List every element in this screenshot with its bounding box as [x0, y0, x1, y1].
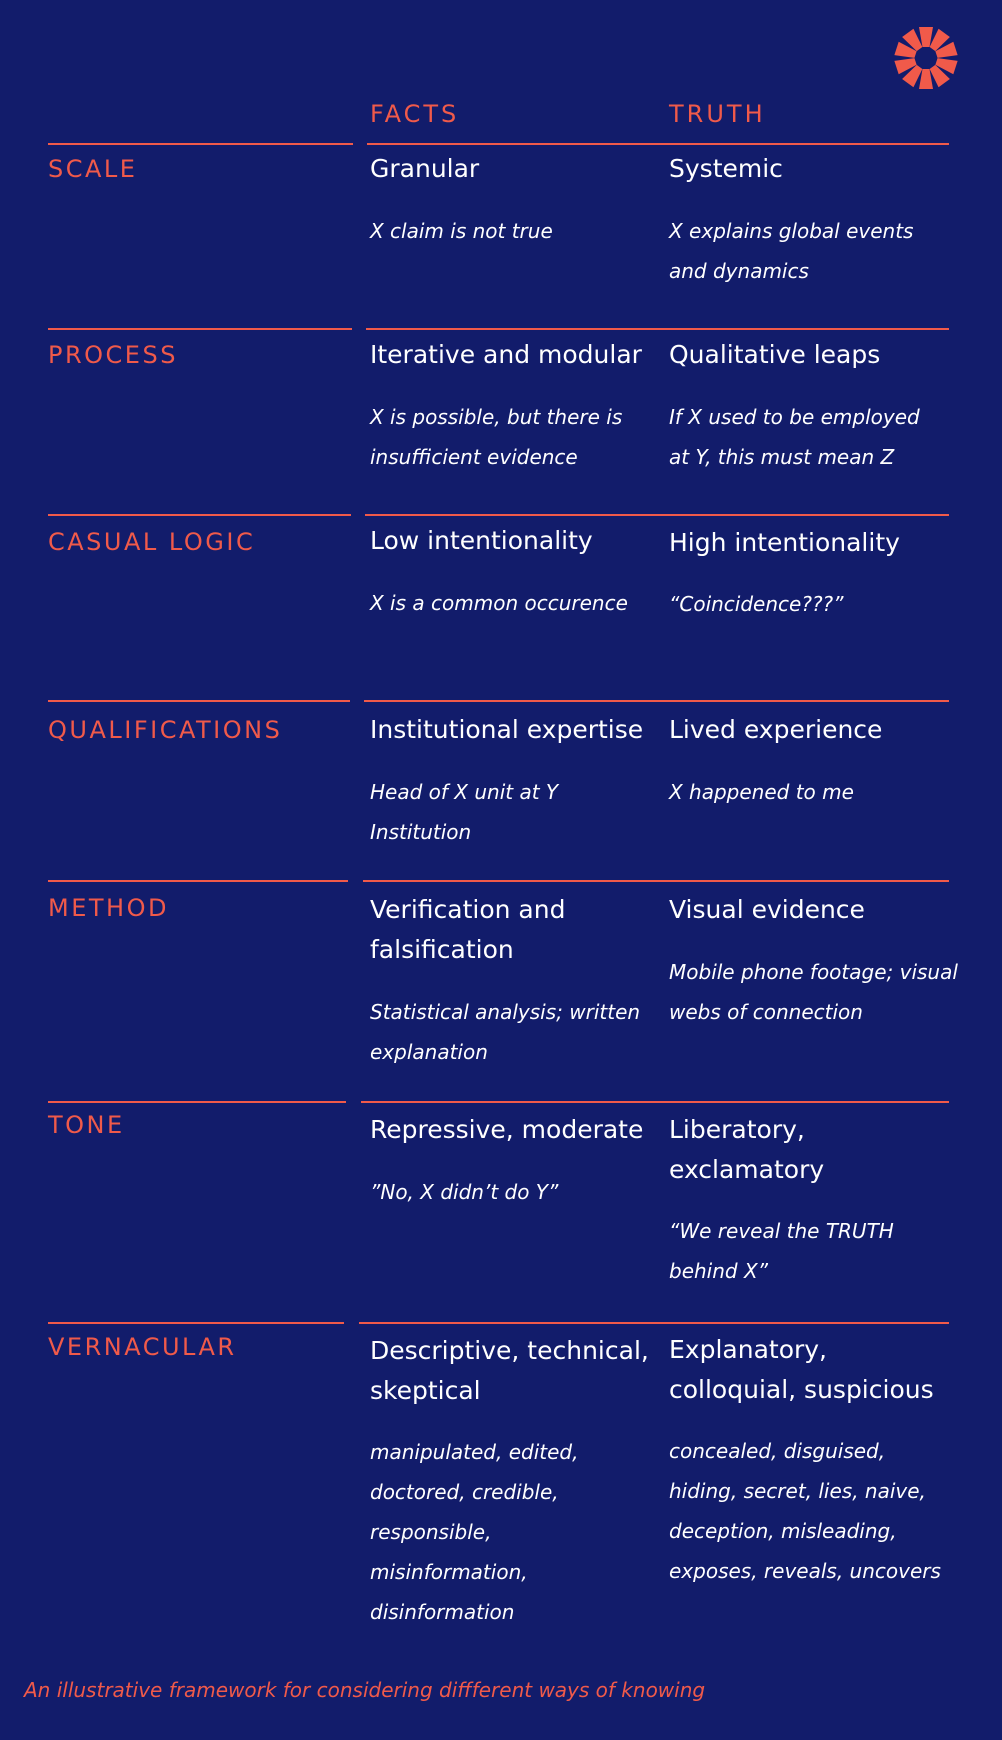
facts-title: Low intentionality — [370, 526, 593, 555]
facts-title: Descriptive, technical, skeptical — [370, 1336, 649, 1405]
facts-title: Verification and falsification — [370, 895, 566, 964]
facts-column-header: FACTS — [370, 100, 460, 128]
truth-example: concealed, disguised, hiding, secret, lies, naive, deception, misleading, exposes, reveals, uncovers — [669, 1439, 941, 1583]
row-label: METHOD — [48, 894, 169, 922]
row-divider — [367, 143, 949, 145]
row-divider — [48, 143, 353, 145]
truth-example: X happened to me — [669, 780, 854, 804]
truth-title: Systemic — [669, 154, 783, 183]
row-divider — [48, 1101, 346, 1103]
row-divider — [48, 880, 348, 882]
row-divider — [361, 1101, 949, 1103]
facts-example: X is possible, but there is insufficient evidence — [370, 405, 623, 469]
row-divider — [48, 328, 352, 330]
facts-title: Repressive, moderate — [370, 1115, 644, 1144]
row-divider — [364, 700, 949, 702]
facts-example: Head of X unit at Y Institution — [370, 780, 559, 844]
truth-title: Visual evidence — [669, 895, 865, 924]
row-label: SCALE — [48, 155, 138, 183]
truth-title: Liberatory, exclamatory — [669, 1115, 825, 1184]
truth-example: “Coincidence???” — [669, 592, 844, 616]
facts-example: X claim is not true — [370, 219, 553, 243]
facts-example: ”No, X didn’t do Y” — [370, 1180, 559, 1204]
row-label: VERNACULAR — [48, 1333, 237, 1361]
truth-example: “We reveal the TRUTH behind X” — [669, 1219, 894, 1283]
truth-column-header: TRUTH — [669, 100, 766, 128]
row-label: PROCESS — [48, 341, 178, 369]
row-divider — [48, 700, 350, 702]
truth-example: If X used to be employed at Y, this must mean Z — [669, 405, 920, 469]
truth-title: Lived experience — [669, 715, 883, 744]
facts-example: manipulated, edited, doctored, credible, responsible, misinformation, disinformation — [370, 1440, 579, 1624]
row-divider — [48, 1322, 344, 1324]
truth-example: Mobile phone footage; visual webs of connection — [669, 960, 958, 1024]
row-divider — [365, 514, 949, 516]
starburst-logo-icon — [893, 25, 959, 91]
row-label: TONE — [48, 1111, 125, 1139]
row-divider — [363, 880, 949, 882]
facts-example: Statistical analysis; written explanation — [370, 1000, 641, 1064]
truth-title: Explanatory, colloquial, suspicious — [669, 1335, 934, 1404]
row-divider — [48, 514, 351, 516]
facts-title: Iterative and modular — [370, 340, 642, 369]
facts-title: Institutional expertise — [370, 715, 644, 744]
caption: An illustrative framework for considering diffferent ways of knowing — [24, 1678, 706, 1702]
truth-example: X explains global events and dynamics — [669, 219, 914, 283]
row-label: QUALIFICATIONS — [48, 716, 283, 744]
truth-title: High intentionality — [669, 528, 900, 557]
row-divider — [366, 328, 949, 330]
facts-example: X is a common occurence — [370, 591, 628, 615]
truth-title: Qualitative leaps — [669, 340, 881, 369]
row-divider — [359, 1322, 949, 1324]
row-label: CASUAL LOGIC — [48, 528, 256, 556]
facts-title: Granular — [370, 154, 480, 183]
